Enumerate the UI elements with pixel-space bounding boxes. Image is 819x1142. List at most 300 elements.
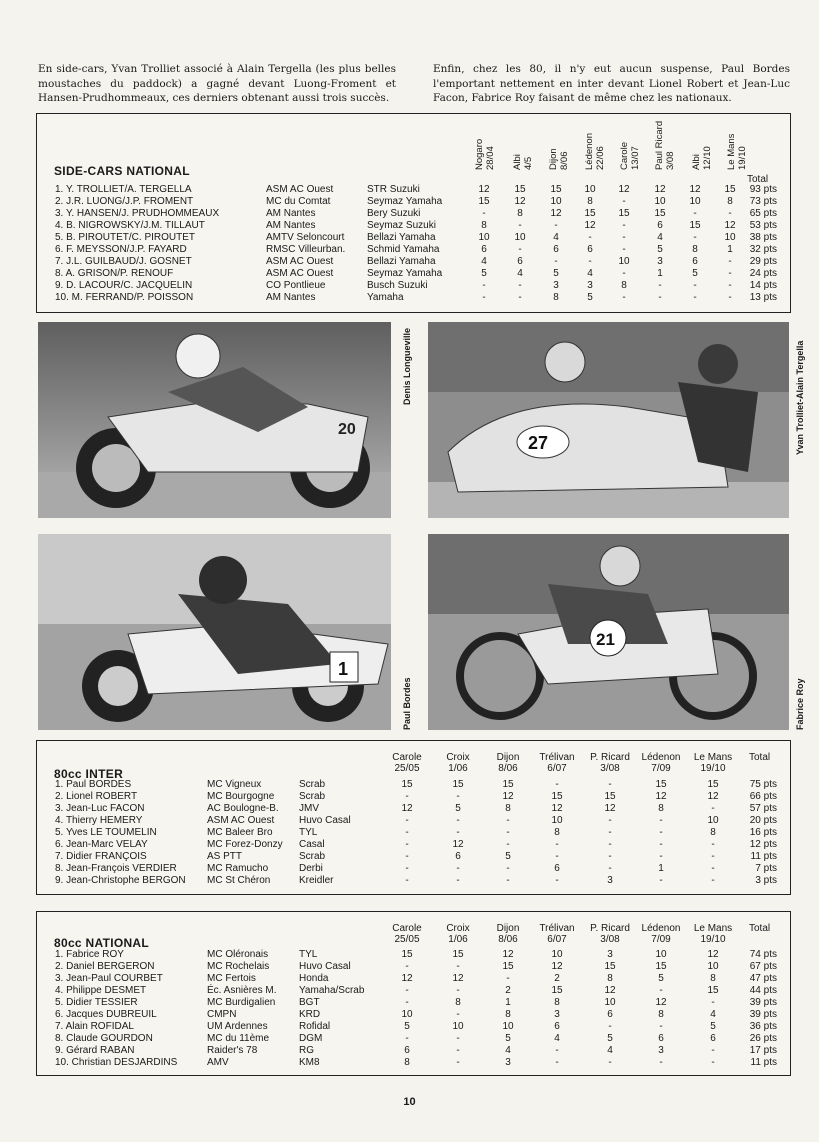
race-score: 12 [551, 961, 563, 972]
race-score: - [482, 280, 486, 291]
machine-name: Scrab [299, 779, 326, 790]
total-points: 3 pts [755, 875, 777, 886]
race-score: - [405, 839, 409, 850]
race-score: 1 [505, 997, 511, 1008]
race-score: 15 [401, 949, 413, 960]
race-date: 6/07 [547, 763, 567, 774]
machine-name: Kreidler [299, 875, 334, 886]
national-row [37, 949, 790, 961]
race-score: 12 [551, 803, 563, 814]
tr-sidecar-number: 27 [528, 433, 549, 453]
total-points: 39 pts [749, 1009, 777, 1020]
race-score: - [658, 280, 662, 291]
motorcycle-racer-illustration [38, 322, 391, 518]
race-score: - [555, 779, 559, 790]
race-name: Le Mans [693, 752, 733, 763]
race-score: - [456, 1057, 460, 1068]
club-name: ASM AC Ouest [266, 256, 334, 267]
race-score: - [405, 985, 409, 996]
inter-row [37, 839, 790, 851]
race-score: 10 [654, 196, 666, 207]
race-score: - [608, 815, 612, 826]
race-name: Carole [392, 752, 422, 763]
race-score: - [728, 256, 732, 267]
machine-name: Scrab [299, 791, 326, 802]
race-score: - [456, 1033, 460, 1044]
inter-row [37, 827, 790, 839]
race-date: 25/05 [394, 763, 420, 774]
competitor-name: 9. Jean-Christophe BERGON [55, 875, 186, 886]
race-score: - [659, 815, 663, 826]
race-score: - [608, 779, 612, 790]
competitor-name: 1. Y. TROLLIET/A. TERGELLA [55, 184, 192, 195]
race-score: 10 [707, 961, 719, 972]
race-score: - [659, 875, 663, 886]
total-points: 75 pts [749, 779, 777, 790]
race-score: - [456, 827, 460, 838]
machine-name: Schmid Yamaha [367, 244, 440, 255]
race-score: 6 [710, 1033, 716, 1044]
race-score: 12 [707, 949, 719, 960]
race-date: 1/06 [448, 763, 468, 774]
race-score: 5 [505, 851, 511, 862]
race-score: 15 [478, 196, 490, 207]
race-score: 12 [655, 791, 667, 802]
national-race-header [582, 923, 638, 945]
competitor-name: 1. Paul BORDES [55, 779, 132, 790]
race-score: 8 [553, 292, 559, 303]
competitor-name: 7. J.L. GUILBAUD/J. GOSNET [55, 256, 192, 267]
machine-name: STR Suzuki [367, 184, 420, 195]
sidecars-row [37, 244, 790, 256]
competitor-name: 3. Y. HANSEN/J. PRUDHOMMEAUX [55, 208, 220, 219]
page-number: 10 [403, 1096, 416, 1108]
machine-name: Bellazi Yamaha [367, 256, 436, 267]
competitor-name: 7. Alain ROFIDAL [55, 1021, 134, 1032]
race-date: 8/06 [558, 151, 570, 170]
race-score: 8 [404, 1057, 410, 1068]
club-name: MC Ramucho [207, 863, 269, 874]
race-score: - [728, 280, 732, 291]
race-score: 4 [553, 232, 559, 243]
tl-bike-number: 20 [338, 421, 356, 438]
total-points: 32 pts [749, 244, 777, 255]
sidecars-row [37, 196, 790, 208]
inter-row [37, 779, 790, 791]
competitor-name: 2. Lionel ROBERT [55, 791, 138, 802]
race-score: - [728, 292, 732, 303]
bl-bike-number: 1 [338, 659, 349, 679]
race-score: - [518, 292, 522, 303]
machine-name: Honda [299, 973, 329, 984]
race-score: 5 [692, 268, 698, 279]
national-row [37, 1033, 790, 1045]
machine-name: Huvo Casal [299, 815, 351, 826]
machine-name: TYL [299, 949, 318, 960]
race-score: 12 [452, 839, 464, 850]
machine-name: Seymaz Suzuki [367, 220, 436, 231]
race-score: - [405, 961, 409, 972]
race-name: Dijon [496, 923, 520, 934]
race-score: 6 [553, 244, 559, 255]
race-name: Trélivan [539, 923, 575, 934]
national-row [37, 1045, 790, 1057]
race-score: - [658, 292, 662, 303]
race-score: - [659, 839, 663, 850]
club-name: CMPN [207, 1009, 237, 1020]
race-score: 12 [654, 184, 666, 195]
club-name: AM Nantes [266, 220, 316, 231]
total-points: 65 pts [749, 208, 777, 219]
race-name: Nogaro [474, 138, 485, 170]
machine-name: Seymaz Yamaha [367, 196, 443, 207]
national-race-header [633, 923, 689, 945]
race-score: 8 [710, 973, 716, 984]
inter-rows [37, 779, 790, 887]
club-name: MC Forez-Donzy [207, 839, 283, 850]
machine-name: KRD [299, 1009, 321, 1020]
machine-name: TYL [299, 827, 318, 838]
inter-race-header [582, 752, 638, 774]
race-score: 8 [554, 997, 560, 1008]
race-name: Le Mans [726, 133, 737, 170]
race-score: 10 [584, 184, 596, 195]
machine-name: Seymaz Yamaha [367, 268, 443, 279]
inter-row [37, 863, 790, 875]
race-score: - [456, 875, 460, 886]
race-score: - [622, 232, 626, 243]
competitor-name: 7. Didier FRANÇOIS [55, 851, 147, 862]
race-score: - [506, 875, 510, 886]
race-score: 15 [655, 961, 667, 972]
competitor-name: 10. Christian DESJARDINS [55, 1057, 178, 1068]
race-date: 19/10 [736, 146, 748, 170]
race-score: - [622, 268, 626, 279]
race-score: 10 [478, 232, 490, 243]
competitor-name: 8. A. GRISON/P. RENOUF [55, 268, 174, 279]
sidecars-total-header: Total [747, 174, 769, 185]
race-score: 10 [604, 997, 616, 1008]
club-name: AMV [207, 1057, 229, 1068]
total-points: 24 pts [749, 268, 777, 279]
race-score: - [693, 280, 697, 291]
race-score: 2 [554, 973, 560, 984]
race-score: - [659, 851, 663, 862]
race-score: 6 [404, 1045, 410, 1056]
race-score: - [518, 220, 522, 231]
race-score: 12 [478, 184, 490, 195]
race-score: 4 [481, 256, 487, 267]
race-score: 4 [505, 1045, 511, 1056]
machine-name: Derbi [299, 863, 323, 874]
race-score: 15 [689, 220, 701, 231]
total-points: 11 pts [750, 851, 777, 862]
competitor-name: 5. B. PIROUTET/C. PIROUTET [55, 232, 196, 243]
club-name: MC St Chéron [207, 875, 271, 886]
race-score: 10 [514, 232, 526, 243]
race-score: 8 [517, 208, 523, 219]
club-name: AMTV Seloncourt [266, 232, 345, 243]
race-name: Albi [691, 154, 702, 170]
race-score: - [506, 863, 510, 874]
race-score: - [588, 256, 592, 267]
sidecars-row [37, 256, 790, 268]
race-score: 12 [604, 803, 616, 814]
race-date: 28/04 [484, 146, 496, 170]
race-score: 12 [502, 791, 514, 802]
race-score: 4 [554, 1033, 560, 1044]
race-score: 12 [550, 208, 562, 219]
sidecars-row [37, 208, 790, 220]
race-score: 15 [502, 779, 514, 790]
race-score: - [711, 875, 715, 886]
br-bike-number: 21 [596, 630, 615, 649]
race-score: - [659, 1057, 663, 1068]
race-score: 3 [607, 949, 613, 960]
competitor-name: 4. Thierry HEMERY [55, 815, 143, 826]
race-score: 6 [554, 863, 560, 874]
race-score: - [608, 827, 612, 838]
inter-row [37, 791, 790, 803]
race-date: 7/09 [651, 934, 671, 945]
caption-denis-longueville: Denis Longueville [402, 327, 412, 405]
machine-name: Yamaha [367, 292, 404, 303]
race-date: 1/06 [448, 934, 468, 945]
race-name: Lédenon [641, 752, 681, 763]
inter-80cc-standings-table [36, 740, 791, 895]
race-score: 8 [587, 196, 593, 207]
race-score: - [456, 1009, 460, 1020]
race-score: - [608, 1057, 612, 1068]
race-score: 4 [587, 268, 593, 279]
race-name: Paul Ricard [654, 120, 665, 170]
race-score: 4 [657, 232, 663, 243]
machine-name: RG [299, 1045, 314, 1056]
race-score: 5 [505, 1033, 511, 1044]
total-points: 39 pts [749, 997, 777, 1008]
machine-name: Yamaha/Scrab [299, 985, 365, 996]
photo-denis-longueville [38, 322, 391, 518]
race-score: - [506, 815, 510, 826]
race-score: - [405, 1033, 409, 1044]
race-score: 1 [658, 863, 664, 874]
race-score: - [608, 839, 612, 850]
race-score: 10 [502, 1021, 514, 1032]
national-rows [37, 949, 790, 1069]
race-score: - [728, 208, 732, 219]
race-score: 15 [604, 961, 616, 972]
inter-race-header [685, 752, 741, 774]
race-score: 10 [452, 1021, 464, 1032]
total-points: 13 pts [749, 292, 777, 303]
race-score: 10 [724, 232, 736, 243]
race-score: - [693, 232, 697, 243]
sidecar-illustration [428, 322, 789, 518]
photo-trolliet-tergella [428, 322, 789, 518]
race-score: - [405, 815, 409, 826]
inter-race-header [633, 752, 689, 774]
inter-title: 80cc INTER [54, 767, 124, 781]
club-name: UM Ardennes [207, 1021, 268, 1032]
race-name: Trélivan [539, 752, 575, 763]
race-score: 6 [587, 244, 593, 255]
race-score: - [659, 827, 663, 838]
race-score: 12 [401, 803, 413, 814]
competitor-name: 3. Jean-Luc FACON [55, 803, 145, 814]
competitor-name: 10. M. FERRAND/P. POISSON [55, 292, 194, 303]
intro-paragraph-right: Enfin, chez les 80, il n'y eut aucun suspense, Paul Bordes l'emportant nettement en inter devant Lionel Robert et Jean-Luc Facon, Fabrice Roy faisant de même chez les nationaux. [433, 63, 790, 104]
sidecars-row [37, 220, 790, 232]
national-race-header [379, 923, 435, 945]
machine-name: Scrab [299, 851, 326, 862]
race-score: - [405, 863, 409, 874]
machine-name: Bery Suzuki [367, 208, 421, 219]
race-score: - [405, 997, 409, 1008]
inter-total-header: Total [749, 752, 771, 763]
race-score: - [588, 232, 592, 243]
club-name: ASM AC Ouest [266, 268, 334, 279]
national-80cc-standings-table [36, 911, 791, 1076]
inter-row [37, 875, 790, 887]
total-points: 11 pts [750, 1057, 777, 1068]
race-score: 4 [517, 268, 523, 279]
race-score: 10 [551, 815, 563, 826]
race-date: 13/07 [629, 146, 641, 170]
race-score: - [405, 827, 409, 838]
race-score: 8 [658, 1009, 664, 1020]
race-score: - [482, 208, 486, 219]
race-date: 19/10 [700, 934, 726, 945]
competitor-name: 5. Yves LE TOUMELIN [55, 827, 157, 838]
race-score: 12 [618, 184, 630, 195]
race-score: 3 [554, 1009, 560, 1020]
sidecars-row [37, 268, 790, 280]
race-score: 3 [553, 280, 559, 291]
race-score: - [456, 815, 460, 826]
race-score: 4 [607, 1045, 613, 1056]
race-date: 8/06 [498, 763, 518, 774]
race-score: 5 [657, 244, 663, 255]
race-score: - [659, 985, 663, 996]
race-score: 12 [689, 184, 701, 195]
race-name: Croix [446, 752, 470, 763]
total-points: 7 pts [755, 863, 777, 874]
race-score: - [711, 803, 715, 814]
race-score: 15 [514, 184, 526, 195]
sidecars-standings-table [36, 113, 791, 313]
race-date: 7/09 [651, 763, 671, 774]
club-name: Raider's 78 [207, 1045, 258, 1056]
race-score: - [608, 863, 612, 874]
race-score: 8 [481, 220, 487, 231]
race-score: - [506, 839, 510, 850]
race-score: - [506, 827, 510, 838]
club-name: MC Rochelais [207, 961, 270, 972]
inter-race-header [529, 752, 585, 774]
competitor-name: 6. F. MEYSSON/J.P. FAYARD [55, 244, 187, 255]
caption-paul-bordes: Paul Bordes [402, 677, 412, 730]
national-row [37, 1009, 790, 1021]
race-date: 6/07 [547, 934, 567, 945]
club-name: AC Boulogne-B. [207, 803, 279, 814]
race-score: 4 [710, 1009, 716, 1020]
race-date: 8/06 [498, 934, 518, 945]
race-score: 8 [455, 997, 461, 1008]
machine-name: BGT [299, 997, 320, 1008]
race-name: Albi [512, 154, 523, 170]
machine-name: JMV [299, 803, 319, 814]
race-score: 15 [452, 779, 464, 790]
race-score: 12 [514, 196, 526, 207]
race-score: - [622, 292, 626, 303]
race-score: - [711, 851, 715, 862]
club-name: AS PTT [207, 851, 243, 862]
race-score: - [456, 985, 460, 996]
club-name: Éc. Asnières M. [207, 985, 277, 996]
race-score: 12 [584, 220, 596, 231]
total-points: 66 pts [749, 791, 777, 802]
race-name: Lédenon [641, 923, 681, 934]
race-score: 15 [618, 208, 630, 219]
race-score: - [608, 851, 612, 862]
total-points: 38 pts [749, 232, 777, 243]
race-score: - [711, 997, 715, 1008]
total-points: 14 pts [749, 280, 777, 291]
race-score: 15 [655, 779, 667, 790]
race-score: 3 [607, 875, 613, 886]
race-score: 10 [618, 256, 630, 267]
race-score: - [456, 961, 460, 972]
total-points: 16 pts [749, 827, 777, 838]
race-score: 12 [452, 973, 464, 984]
national-race-header [529, 923, 585, 945]
race-score: 8 [658, 803, 664, 814]
sidecars-rows [37, 184, 790, 304]
race-score: - [555, 875, 559, 886]
race-score: - [711, 839, 715, 850]
race-score: 6 [455, 851, 461, 862]
race-score: 6 [607, 1009, 613, 1020]
club-name: MC Baleer Bro [207, 827, 273, 838]
race-score: 10 [655, 949, 667, 960]
race-score: 8 [505, 803, 511, 814]
race-score: 8 [621, 280, 627, 291]
total-points: 74 pts [749, 949, 777, 960]
competitor-name: 8. Claude GOURDON [55, 1033, 153, 1044]
total-points: 29 pts [749, 256, 777, 267]
total-points: 93 pts [749, 184, 777, 195]
race-score: 6 [554, 1021, 560, 1032]
competitor-name: 2. J.R. LUONG/J.P. FROMENT [55, 196, 194, 207]
race-score: 10 [550, 196, 562, 207]
race-score: - [555, 1057, 559, 1068]
national-row [37, 961, 790, 973]
machine-name: Huvo Casal [299, 961, 351, 972]
race-score: - [555, 851, 559, 862]
race-name: P. Ricard [590, 752, 630, 763]
machine-name: Busch Suzuki [367, 280, 428, 291]
club-name: MC Burdigalien [207, 997, 276, 1008]
club-name: MC Vigneux [207, 779, 262, 790]
club-name: AM Nantes [266, 292, 316, 303]
race-score: - [555, 839, 559, 850]
competitor-name: 4. Philippe DESMET [55, 985, 147, 996]
race-score: 15 [584, 208, 596, 219]
race-score: 12 [724, 220, 736, 231]
machine-name: Casal [299, 839, 325, 850]
race-score: - [405, 851, 409, 862]
race-date: 25/05 [394, 934, 420, 945]
